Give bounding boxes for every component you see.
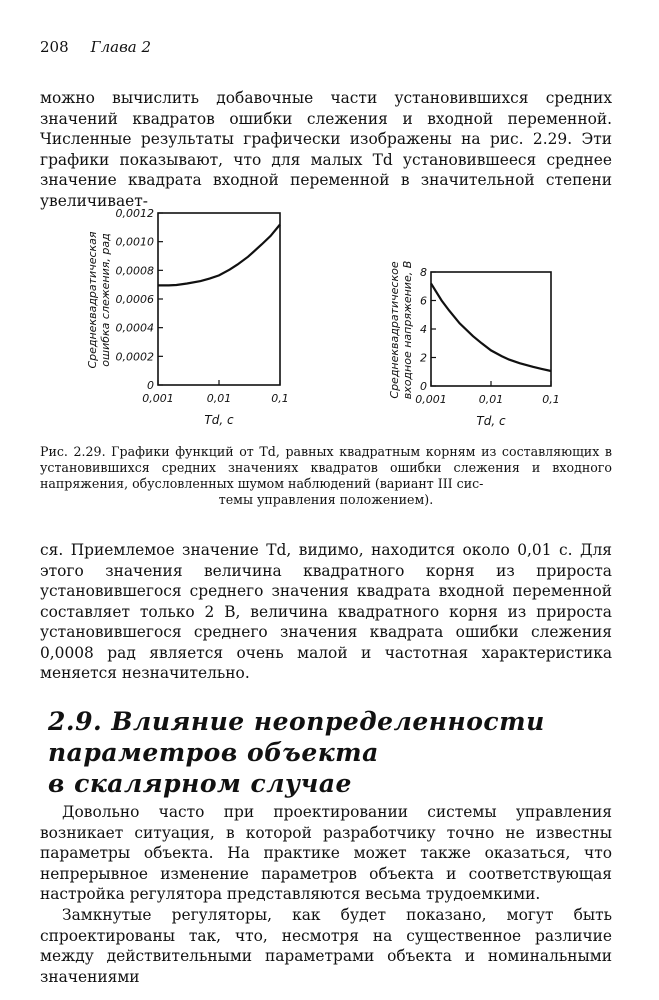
y-tick-label: 0,0002 <box>115 350 154 364</box>
y-tick-label: 2 <box>420 351 427 365</box>
x-tick-label: 0,001 <box>415 393 447 406</box>
chapter-title: Глава 2 <box>90 38 152 56</box>
y-tick-label: 0,0004 <box>115 321 154 335</box>
y-axis-label-line2: входное напряжение, В <box>401 260 414 400</box>
page-number: 208 <box>40 38 69 56</box>
y-axis-label-line2: ошибка слежения, рад <box>99 233 112 367</box>
y-tick-label: 4 <box>420 323 427 336</box>
y-tick-label: 6 <box>420 294 427 308</box>
x-tick-label: 0,001 <box>142 392 174 405</box>
y-axis-label-line1: Среднеквадратическая <box>86 231 99 369</box>
y-tick-label: 0 <box>147 379 154 392</box>
plot-frame <box>158 213 280 385</box>
section-heading-line2: параметров объекта <box>48 738 379 767</box>
plot-frame <box>431 272 551 386</box>
data-line <box>158 225 280 286</box>
y-axis-label <box>86 231 112 368</box>
paragraph-section-intro: Довольно часто при проектировании системы управления возникает ситуация, в которой разработчику точно не известны параметры объекта. На практике может также оказаться, что непрерывное изменение параметров объекта и соответствующая настройка регулятора представляются весьма трудоемкими. <box>40 803 612 903</box>
paragraph-result: ся. Приемлемое значение Td, видимо, находится около 0,01 с. Для этого значения величина квадратного корня из прироста установившегося среднего значения квадрата входной переменной составляет только 2 В, величина квадратного корня из прироста установившегося среднего значения квадрата ошибки слежения 0,0008 рад является очень малой и частотная характеристика меняется незначительно. <box>40 541 612 682</box>
y-tick-label: 0,0008 <box>115 264 154 278</box>
y-axis-label-line1: Среднеквадратическое <box>388 261 401 399</box>
y-tick-label: 0 <box>420 380 427 393</box>
page-header <box>40 38 620 56</box>
section-heading-line1: 2.9. Влияние неопределенности <box>48 707 545 736</box>
y-tick-label: 0,0010 <box>115 235 154 249</box>
figure-caption-last: темы управления положением). <box>218 492 434 507</box>
x-tick-label: 0,1 <box>271 392 289 405</box>
y-tick-label: 8 <box>420 266 427 279</box>
data-line <box>431 283 551 371</box>
x-tick-label: 0,01 <box>206 392 232 405</box>
x-tick-label: 0,1 <box>542 393 560 406</box>
x-axis-label: Td, с <box>476 414 506 428</box>
y-tick-label: 0,0006 <box>115 293 154 306</box>
y-tick-label: 0,0012 <box>115 207 154 220</box>
figure-caption-main: Рис. 2.29. Графики функций от Td, равных квадратным корням из составляющих в установившихся средних значениях квадратов ошибки слежения и входного напряжения, обусловленных шумом наблюдений (вариант III сис- <box>40 444 612 491</box>
figure-caption <box>40 444 612 508</box>
paragraph-intro: можно вычислить добавочные части установившихся средних значений квадратов ошибки слежения и входной переменной. Численные результаты графически изображены на рис. 2.29. Эти графики показывают, что для малых Td установившееся среднее значение квадрата входной переменной в значительной степени увеличивает- <box>40 89 612 210</box>
x-axis-label: Td, с <box>204 413 234 427</box>
x-tick-label: 0,01 <box>478 393 504 406</box>
section-heading <box>48 706 608 799</box>
paragraph-closed-loop: Замкнутые регуляторы, как будет показано, могут быть спроектированы так, что, несмотря на существенное различие между действительными параметрами объекта и номинальными значениями <box>40 906 612 986</box>
section-heading-line3: в скалярном случае <box>48 769 352 798</box>
y-axis-label <box>388 261 414 400</box>
